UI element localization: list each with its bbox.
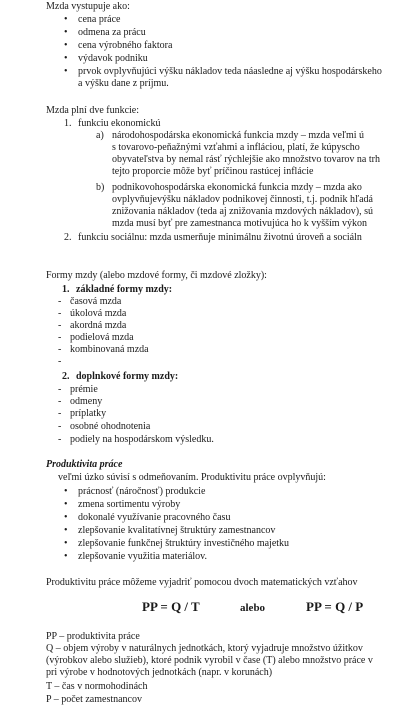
definition-line: P – počet zamestnancov <box>46 694 142 705</box>
list-letter: a) <box>96 130 104 141</box>
list-item: odmeny <box>70 396 103 407</box>
dash-icon: - <box>58 421 62 432</box>
list-item: zlepšovanie kvalitatívnej štruktúry zamestnancov <box>78 525 276 536</box>
bullet-icon: • <box>64 27 68 38</box>
productivity-intro: veľmi úzko súvisí s odmeňovaním. Produktivitu práce ovplyvňujú: <box>58 472 326 483</box>
paragraph-line: podnikovohospodárska ekonomická funkcia mzdy – mzda ako <box>112 182 362 193</box>
function-economic: funkciu ekonomickú <box>78 118 161 129</box>
definition-line: pri výrobe v hodnotových jednotkách (napr. v korunách) <box>46 667 273 678</box>
dash-icon: - <box>58 308 62 319</box>
list-item: cena výrobného faktora <box>78 40 173 51</box>
paragraph-line: obyvateľstva by nemal rásť rýchlejšie ako množstvo tovarov na trh <box>112 154 380 165</box>
dash-icon: - <box>58 296 62 307</box>
paragraph-line: mzda musí byť pre zamestnanca motivujúca ho k vyšším výkon <box>112 218 368 229</box>
dash-icon: - <box>58 320 62 331</box>
section2-heading: Mzda plní dve funkcie: <box>46 105 140 116</box>
definition-line: Q – objem výroby v naturálnych jednotkách, ktorý vyjadruje množstvo úžitkov <box>46 643 363 654</box>
list-item: cena práce <box>78 14 121 25</box>
paragraph-line: národohospodárska ekonomická funkcia mzdy – mzda veľmi ú <box>112 130 365 141</box>
list-item: zlepšovanie využitia materiálov. <box>78 551 208 562</box>
section3-heading: Formy mzdy (alebo mzdové formy, či mzdové zložky): <box>46 270 267 281</box>
list-item: príplatky <box>70 408 107 419</box>
list-item: dokonalé využívanie pracovného času <box>78 512 231 523</box>
dash-icon: - <box>58 332 62 343</box>
list-number: 1. <box>62 284 70 295</box>
definition-line: (výrobkov alebo služieb), ktoré podnik vyrobil v čase (T) alebo množstvo práce v <box>46 655 373 666</box>
paragraph-line: s tovarovo-peňažnými vzťahmi a infláciou, platí, že kúpyscho <box>112 142 360 153</box>
bullet-icon: • <box>64 486 68 497</box>
definition-line: T – čas v normohodinách <box>46 681 148 692</box>
bullet-icon: • <box>64 40 68 51</box>
list-item: zmena sortimentu výroby <box>78 499 181 510</box>
extra-forms-title: doplnkové formy mzdy: <box>76 371 179 382</box>
bullet-icon: • <box>64 512 68 523</box>
bullet-icon: • <box>64 499 68 510</box>
list-number: 2. <box>64 232 72 243</box>
function-social: funkciu sociálnu: mzda usmerňuje minimálnu životnú úroveň a sociáln <box>78 232 362 243</box>
list-item: časová mzda <box>70 296 122 307</box>
dash-icon: - <box>58 384 62 395</box>
dash-icon: - <box>58 434 62 445</box>
list-item: podielová mzda <box>70 332 134 343</box>
formula-or: alebo <box>240 602 266 614</box>
paragraph-line: tejto proporcie môže byť príčinou rastúcej inflácie <box>112 166 314 177</box>
list-item: prácnosť (náročnosť) produkcie <box>78 486 206 497</box>
bullet-icon: • <box>64 53 68 64</box>
dash-icon: - <box>58 408 62 419</box>
bullet-icon: • <box>64 525 68 536</box>
paragraph-line: ovplyvňujevýšku nákladov podnikovej činnosti, t.j. podnik hľadá <box>112 194 373 205</box>
list-item: kombinovaná mzda <box>70 344 149 355</box>
basic-forms-title: základné formy mzdy: <box>76 284 173 295</box>
paragraph-line: znižovania nákladov (teda aj znižovania mzdových nákladov), sú <box>112 206 374 217</box>
dash-icon: - <box>58 396 62 407</box>
list-item: zlepšovanie funkčnej štruktúry investičného majetku <box>78 538 290 549</box>
bullet-icon: • <box>64 551 68 562</box>
list-item-continuation: a výšku dane z príjmu. <box>78 78 169 89</box>
list-item: odmena za prácu <box>78 27 146 38</box>
bullet-icon: • <box>64 14 68 25</box>
formula-time: PP = Q / T <box>142 599 200 614</box>
list-item: výdavok podniku <box>78 53 148 64</box>
list-item: úkolová mzda <box>70 308 127 319</box>
formula-intro: Produktivitu práce môžeme vyjadriť pomocou dvoch matematických vzťahov <box>46 577 358 588</box>
formula-persons: PP = Q / P <box>306 599 364 614</box>
bullet-icon: • <box>64 538 68 549</box>
list-item: osobné ohodnotenia <box>70 421 151 432</box>
list-number: 1. <box>64 118 72 129</box>
list-item: akordná mzda <box>70 320 127 331</box>
dash-icon: - <box>58 356 62 367</box>
list-item: podiely na hospodárskom výsledku. <box>70 434 214 445</box>
definition-line: PP – produktivita práce <box>46 631 140 642</box>
list-number: 2. <box>62 371 70 382</box>
dash-icon: - <box>58 344 62 355</box>
bullet-icon: • <box>64 66 68 77</box>
list-item: prvok ovplyvňujúci výšku nákladov teda náasledne aj výšku hospodárskeho <box>78 66 382 77</box>
list-letter: b) <box>96 182 105 193</box>
section1-heading: Mzda vystupuje ako: <box>46 1 130 12</box>
list-item: prémie <box>70 384 98 395</box>
productivity-title: Produktivita práce <box>46 459 123 470</box>
